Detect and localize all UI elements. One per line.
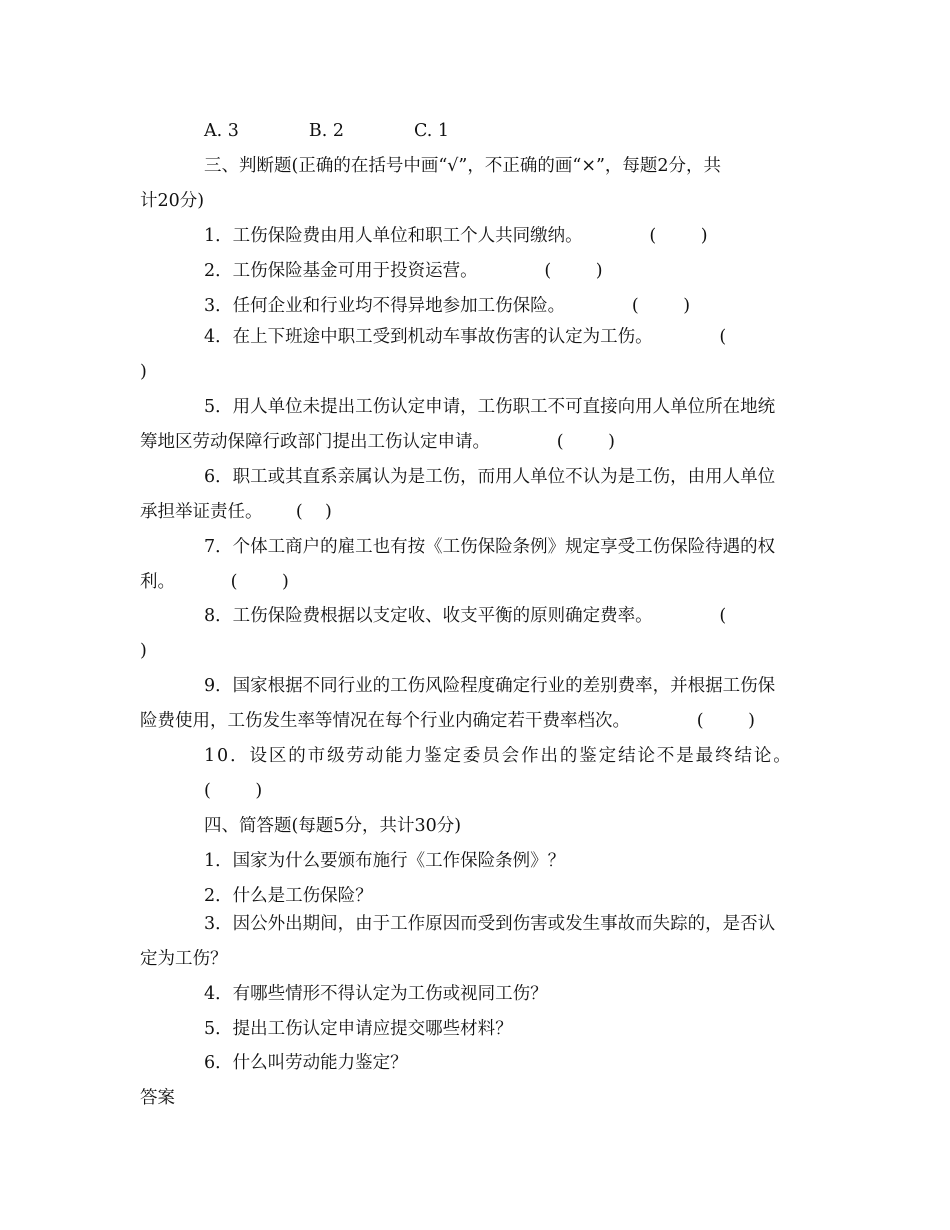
tf-question-7-cont: 利。 ( ) (140, 572, 289, 592)
sa-question-3: 3．因公外出期间，由于工作原因而受到伤害或发生事故而失踪的，是否认 (204, 914, 776, 934)
answer-heading: 答案 (140, 1088, 175, 1108)
sa-question-3-cont: 定为工伤？ (140, 949, 228, 969)
sa-question-1: 1．国家为什么要颁布施行《工作保险条例》？ (204, 851, 566, 871)
tf-question-5: 5．用人单位未提出工伤认定申请，工伤职工不可直接向用人单位所在地统 (204, 397, 776, 417)
tf-question-6: 6．职工或其直系亲属认为是工伤，而用人单位不认为是工伤，由用人单位 (204, 467, 776, 487)
tf-question-9: 9．国家根据不同行业的工伤风险程度确定行业的差别费率，并根据工伤保 (204, 676, 776, 696)
tf-question-4-cont: ) (140, 362, 147, 382)
sa-question-2: 2．什么是工伤保险？ (204, 886, 373, 906)
tf-question-3: 3．任何企业和行业均不得异地参加工伤保险。 ( ) (204, 296, 691, 316)
tf-question-2: 2．工伤保险基金可用于投资运营。 ( ) (204, 261, 603, 281)
tf-question-8: 8．工伤保险费根据以支定收、收支平衡的原则确定费率。 ( (204, 606, 727, 626)
tf-question-10-cont: ( ) (204, 781, 263, 801)
tf-question-6-cont: 承担举证责任。 ( ) (140, 502, 332, 522)
sa-question-6: 6．什么叫劳动能力鉴定？ (204, 1053, 408, 1073)
section3-title: 三、判断题(正确的在括号中画“√”，不正确的画“×”，每题2分，共 (204, 156, 722, 176)
tf-question-7: 7．个体工商户的雇工也有按《工伤保险条例》规定享受工伤保险待遇的权 (204, 537, 776, 557)
section4-title: 四、简答题(每题5分，共计30分) (204, 816, 462, 836)
tf-question-8-cont: ) (140, 641, 147, 661)
sa-question-4: 4．有哪些情形不得认定为工伤或视同工伤？ (204, 984, 548, 1004)
choice-options: A. 3 B. 2 C. 1 (204, 121, 450, 141)
section3-title-cont: 计20分) (140, 191, 205, 211)
tf-question-9-cont: 险费使用，工伤发生率等情况在每个行业内确定若干费率档次。 ( ) (140, 711, 755, 731)
tf-question-4: 4．在上下班途中职工受到机动车事故伤害的认定为工伤。 ( (204, 327, 727, 347)
tf-question-10: 10．设区的市级劳动能力鉴定委员会作出的鉴定结论不是最终结论。 (204, 746, 793, 766)
sa-question-5: 5．提出工伤认定申请应提交哪些材料？ (204, 1019, 513, 1039)
tf-question-1: 1．工伤保险费由用人单位和职工个人共同缴纳。 ( ) (204, 226, 708, 246)
tf-question-5-cont: 筹地区劳动保障行政部门提出工伤认定申请。 ( ) (140, 432, 615, 452)
